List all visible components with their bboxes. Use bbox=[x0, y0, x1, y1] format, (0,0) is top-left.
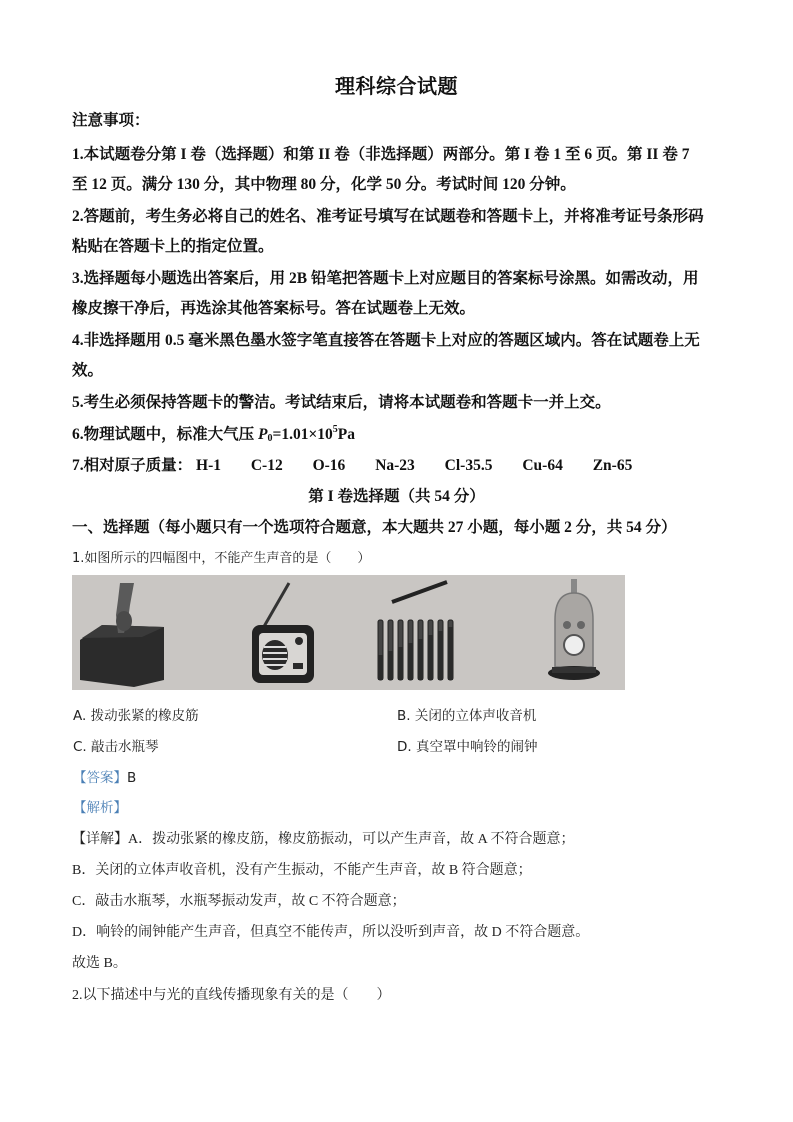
vacuum-bell-jar-icon bbox=[537, 575, 625, 690]
pressure-subscript: 0 bbox=[267, 433, 273, 444]
notice-1-line2: 至 12 页。满分 130 分，其中物理 80 分，化学 50 分。考试时间 120 分钟。 bbox=[72, 176, 576, 193]
notice-4-line2: 效。 bbox=[72, 362, 104, 379]
notice-5: 5.考生必须保持答题卡的警洁。考试结束后，请将本试题卷和答题卡一并上交。 bbox=[72, 394, 611, 411]
notice-6-prefix: 6.物理试题中，标准大气压 bbox=[72, 426, 259, 443]
question-1-stem: 1.如图所示的四幅图中，不能产生声音的是（ ） bbox=[72, 551, 371, 566]
notice-7 bbox=[72, 453, 658, 475]
notice-3-line2: 橡皮擦干净后，再选涂其他答案标号。答在试题卷上无效。 bbox=[72, 300, 476, 317]
question-1-option-d: D. 真空罩中响铃的闹钟 bbox=[397, 739, 538, 755]
question-1-option-b: B. 关闭的立体声收音机 bbox=[397, 708, 537, 724]
part-title: 一、选择题（每小题只有一个选项符合题意，本大题共 27 小题，每小题 2 分，共 54 分） bbox=[72, 519, 677, 536]
pressure-symbol: P bbox=[258, 426, 268, 443]
question-1-option-c: C. 敲击水瓶琴 bbox=[73, 739, 159, 755]
section-title: 第 I 卷选择题（共 54 分） bbox=[308, 488, 485, 505]
detail-conclusion: 故选 B。 bbox=[72, 956, 127, 971]
atomic-mass-c: C-12 bbox=[250, 457, 283, 474]
notice-4-line1: 4.非选择题用 0.5 毫米黑色墨水签字笔直接答在答题卡上对应的答题区域内。答在试题卷上无 bbox=[72, 332, 700, 349]
question-2-stem: 2.以下描述中与光的直线传播现象有关的是（ ） bbox=[72, 988, 391, 1003]
analysis-label: 【解析】 bbox=[73, 800, 127, 816]
notice-heading: 注意事项： bbox=[72, 112, 150, 129]
question-1-option-a: A. 拨动张紧的橡皮筋 bbox=[73, 708, 199, 724]
notice-6 bbox=[72, 422, 355, 444]
notice-2-line1: 2.答题前，考生务必将自己的姓名、准考证号填写在试题卷和答题卡上，并将准考证号条形码 bbox=[72, 208, 704, 225]
pressure-exponent: 5 bbox=[332, 424, 338, 435]
answer-label: 【答案】 bbox=[73, 770, 127, 786]
atomic-mass-cu: Cu-64 bbox=[522, 457, 563, 474]
atomic-mass-zn: Zn-65 bbox=[592, 457, 633, 474]
notice-2-line2: 粘贴在答题卡上的指定位置。 bbox=[72, 238, 274, 255]
detail-line-d: D．响铃的闹钟能产生声音，但真空不能传声，所以没听到声音，故 D 不符合题意。 bbox=[72, 925, 590, 940]
radio-icon bbox=[237, 575, 367, 690]
notice-3-line1: 3.选择题每小题选出答案后，用 2B 铅笔把答题卡上对应题目的答案标号涂黑。如需改动，用 bbox=[72, 270, 699, 287]
answer-value: B bbox=[127, 770, 137, 786]
detail-line-a: 【详解】A．拨动张紧的橡皮筋，橡皮筋振动，可以产生声音，故 A 不符合题意； bbox=[72, 832, 575, 847]
atomic-mass-h: H-1 bbox=[196, 457, 221, 474]
detail-line-b: B．关闭的立体声收音机，没有产生振动，不能产生声音，故 B 符合题意； bbox=[72, 863, 532, 878]
atomic-mass-na: Na-23 bbox=[375, 457, 415, 474]
water-bottle-xylophone-icon bbox=[372, 575, 512, 690]
pressure-unit: Pa bbox=[337, 426, 355, 443]
page-title: 理科综合试题 bbox=[335, 76, 458, 98]
detail-line-c: C．敲击水瓶琴，水瓶琴振动发声，故 C 不符合题意； bbox=[72, 894, 406, 909]
notice-7-prefix: 7.相对原子质量： bbox=[72, 457, 193, 474]
atomic-mass-cl: Cl-35.5 bbox=[444, 457, 493, 474]
atomic-mass-o: O-16 bbox=[312, 457, 346, 474]
notice-1-line1: 1.本试题卷分第 I 卷（选择题）和第 II 卷（非选择题）两部分。第 I 卷 1 至 6 页。第 II 卷 7 bbox=[72, 146, 690, 163]
pressure-value: =1.01×10 bbox=[272, 426, 333, 443]
question-1-figure bbox=[72, 575, 625, 690]
answer-row bbox=[73, 766, 136, 786]
rubber-band-box-icon bbox=[72, 575, 212, 690]
